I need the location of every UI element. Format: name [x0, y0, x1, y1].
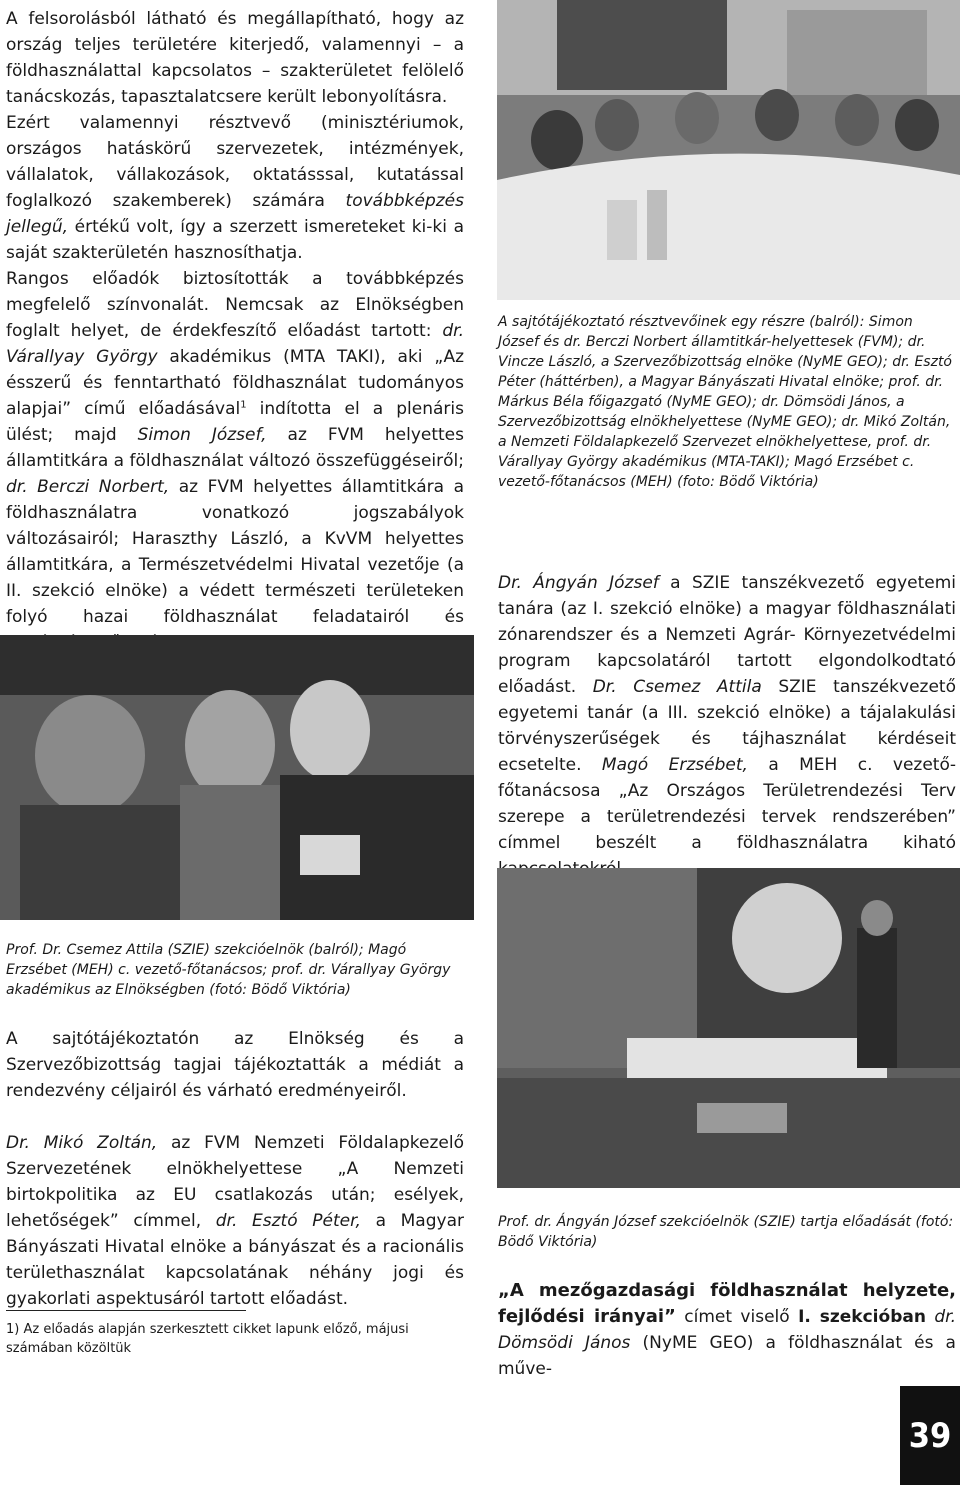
p3-name-varallyay: dr. Várallyay György — [6, 321, 464, 367]
p6-text-b: a SZIE tanszékvezető egyetemi tanára (az I. szekció elnöke) a magyar földhasználati zónarendszer és a Nemzeti Agrár- Környezetvédelmi program kapcsolatáról tartott elgondolkodtató előadást. — [498, 573, 956, 697]
p5-text-d: a Magyar Bányászati Hivatal elnöke a bányászat és a racionális területhasználat kapcsolatának néhány jogi és gyakorlati aspektusáról tartott előadást. — [6, 1211, 464, 1309]
caption-left: Prof. Dr. Csemez Attila (SZIE) szekcióelnök (balról); Magó Erzsébet (MEH) c. vezető-főtanácsos; prof. dr. Várallyay György akadémikus az Elnökségben (fotó: Bödő Viktória) — [6, 942, 451, 998]
p3-name-berczi: dr. Berczi Norbert, — [6, 477, 170, 497]
p7-section-name: I. szekcióban — [798, 1307, 926, 1327]
p3-text-c: akadémikus (MTA TAKI), aki „Az ésszerű és fenntartható földhasználat tudományos alapjai” című előadásával — [6, 347, 464, 419]
left-column-text — [6, 6, 464, 656]
p5-text-b: az FVM Nemzeti Földalapkezelő Szervezetének elnökhelyettese „A Nemzeti birtokpolitika az EU csatlakozás után; esélyek, lehetőségek” címmel, — [6, 1133, 464, 1231]
p3-text-f: az FVM helyettes államtitkára a földhasználat változó összefüggéseiről; — [6, 425, 464, 471]
p2-text-c: értékű volt, így a szerzett ismereteket ki-ki a saját szakterületén hasznosíthatja. — [6, 217, 464, 263]
page-number: 39 — [900, 1386, 960, 1485]
paragraph-5 — [6, 1130, 464, 1312]
paragraph-4: A sajtótájékoztatón az Elnökség és a Szervezőbizottság tagjai tájékoztatták a médiát a rendezvény céljairól és várható eredményeiről. — [6, 1029, 464, 1101]
caption-right-top: A sajtótájékoztató résztvevőinek egy részre (balról): Simon József és dr. Berczi Norbert államtitkár-helyettesek (FVM); dr. Vincze László, a Szervezőbizottság elnöke (NyME GEO); dr. Esztó Péter (háttérben), a Magyar Bányászati Hivatal elnöke; prof. dr. Márkus Béla főigazgató (NyME GEO); dr. Dömsödi János, a Szervezőbizottság elnökhelyettese (NyME GEO); dr. Mikó Zoltán, a Nemzeti Földalapkezelő Szervezet elnökhelyettese, prof. dr. Várallyay György akadémikus (MTA-TAKI); Magó Erzsébet c. vezető-főtanácsos (MEH) (foto: Bödő Viktória) — [498, 314, 953, 490]
p6-name-csemez: Dr. Csemez Attila — [592, 677, 762, 697]
footnote-ref: 1 — [240, 399, 247, 411]
p3-text-d: indította el a plenáris ülést; majd — [6, 399, 464, 445]
p6-name-angyan: Dr. Ángyán József — [498, 573, 659, 593]
paragraph-7 — [498, 1278, 956, 1382]
photo-lecture — [497, 868, 960, 1188]
right-column-text-2 — [498, 1278, 956, 1382]
p7-name-domsodi: dr. Dömsödi János — [498, 1307, 956, 1353]
photo-audience — [0, 635, 474, 920]
paragraph-3 — [6, 266, 464, 656]
caption-right-bottom: Prof. dr. Ángyán József szekcióelnök (SZIE) tartja előadását (fotó: Bödő Viktória) — [498, 1214, 954, 1250]
paragraph-2 — [6, 110, 464, 266]
right-column-text — [498, 570, 956, 882]
paragraph-6 — [498, 570, 956, 882]
footnote: 1) Az előadás alapján szerkesztett cikket lapunk előző, májusi számában közöltük — [6, 1322, 409, 1356]
photo-lecture-image — [497, 868, 960, 1188]
p3-text-h: az FVM helyettes államtitkára a földhasználatra vonatkozó jogszabályok változásairól; Haraszthy László, a KvVM helyettes államtitkára, a Természetvédelmi Hivatal vezetője (a II. szekció elnöke) a védett természeti területeken folyó hazai földhasználat feladatairól és — [6, 477, 464, 627]
photo-press-conference — [497, 0, 960, 300]
photo-press-conference-image — [497, 0, 960, 300]
footnote-rule — [6, 1310, 246, 1311]
p2-emphasis: továbbképzés jellegű, — [6, 191, 464, 237]
p7-text-6: (NyME GEO) a földhasználat és a műve- — [498, 1333, 956, 1379]
p6-text-f: a MEH c. vezető-főtanácsosa „Az Országos Területrendezési Terv szerepe a területrendezési tervek rendszerében” címmel beszélt a földhasználatra kiható — [498, 755, 957, 853]
photo-audience-image — [0, 635, 474, 920]
p7-text-2: címet viselő — [675, 1307, 799, 1327]
p3-name-simon: Simon József, — [137, 425, 267, 445]
p6-name-mago: Magó Erzsébet, — [601, 755, 748, 775]
paragraph-1: A felsorolásból látható és megállapítható, hogy az ország teljes területére kiterjedő, valamennyi – a földhasználattal kapcsolatos – szakterületet felölelő tanácskozás, tapasztalatcsere került lebonyolításra. — [6, 9, 464, 107]
p3-text-a: Rangos előadók biztosították a továbbképzés megfelelő színvonalát. Nemcsak az Elnökségben foglalt helyet, de érdekfeszítő előadást tartott: — [6, 269, 464, 341]
p5-name-eszto: dr. Esztó Péter, — [215, 1211, 361, 1231]
left-column-text-2 — [6, 1026, 464, 1312]
p2-text-a: Ezért valamennyi résztvevő (minisztériumok, országos hatáskörű szervezetek, intézmények, vállalatok, vállakozások, oktatásssal, kutatással foglalkozó szakemberek) számára — [6, 113, 464, 211]
p6-text-d: SZIE tanszékvezető egyetemi tanár (a III. szekció elnöke) a tájalakulási törvényszerűségek és tájhasználat kérdéseit ecsetelte. — [498, 677, 956, 775]
section-title: „A mezőgazdasági földhasználat helyzete, fejlődési irányai” — [498, 1280, 956, 1327]
p5-name-miko: Dr. Mikó Zoltán, — [6, 1133, 158, 1153]
